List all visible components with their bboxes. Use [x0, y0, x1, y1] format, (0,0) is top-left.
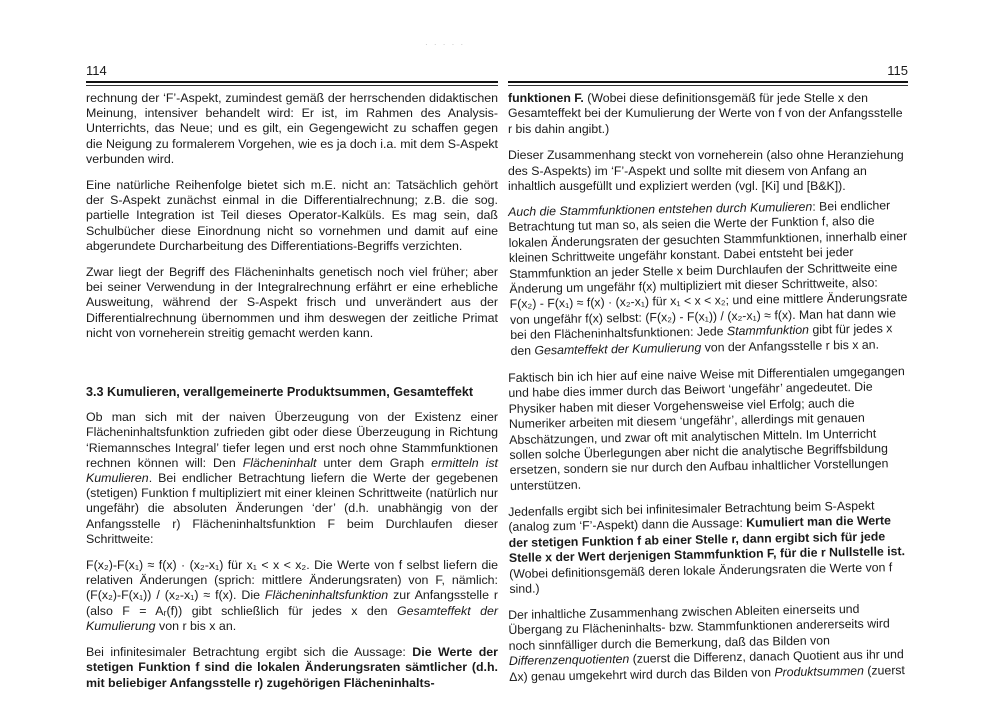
- text: zur Anfangsstelle r (also F = Aᵣ(f)) gibt schließlich für jedes x den: [86, 588, 499, 618]
- emphasis: Stammfunktion: [726, 323, 810, 339]
- emphasis: Produktsummen: [774, 663, 865, 680]
- header-rule-thin: [86, 85, 498, 86]
- scan-mark: · · · · ·: [425, 40, 466, 49]
- left-page: [86, 0, 499, 690]
- page-number: 115: [887, 63, 908, 78]
- right-column: [508, 91, 908, 696]
- bold-statement: Die Werte der stetigen Funktion f sind die lokalen Änderungsraten sämtlicher (d.h. mit beliebiger Anfangsstelle r) zugehörigen Flächeninhalts-: [86, 645, 498, 690]
- text: Jedenfalls ergibt sich bei infinitesimaler Betrachtung beim S-Aspekt (analog zum ‘F’-Aspekt) dann die Aussage:: [508, 498, 875, 535]
- paragraph: [508, 601, 909, 685]
- formula: F(x₂) - F(x₁) ≈ f(x) · (x₂-x₁) für x₁ < x < x₂: [509, 294, 726, 312]
- text: . Bei endlicher Betrachtung liefern die Werte der gegebenen (stetigen) Funktion f multipliziert mit einer kleinen Schrittweite (natürlich nur ungefähr) die absoluten Änderungen ‘der’ (d.h. unabhängig von der Anfangsstelle r) Flächeninhaltsfunktion F beim Durchlaufen dieser Schrittweite:: [86, 471, 498, 546]
- text: von der Anfangsstelle r bis x an.: [701, 337, 880, 355]
- formula: (F(x₂)-F(x₁)) / (x₂-x₁) ≈ f(x): [86, 588, 233, 603]
- emphasis: Gesamteffekt der Kumulierung: [534, 340, 702, 358]
- header-rule: [86, 81, 498, 83]
- paragraph: [508, 91, 908, 137]
- emphasis: Flächeninhaltsfunktion: [264, 588, 389, 603]
- paragraph: Zwar liegt der Begriff des Flächeninhalts genetisch noch viel früher; aber bei seiner Verwendung in der Integralrechnung erfährt er eine erhebliche Ausweitung, während der S-Aspekt frisch und unverändert aus der Differentialrechnung übernommen und ihm deswegen der zeitliche Primat nicht von vorneherein streitig gemacht werden kann.: [86, 265, 498, 340]
- page-number: 114: [86, 63, 107, 78]
- text: : Bei endlicher Betrachtung tut man so, als seien die Werte der Funktion f, also die lokalen Änderungsraten der gesuchten Stammfunktionen, innerhalb einer kleinen Schrittweite ungefähr konstant. Dabei entsteht bei jeder Stammfunktion an jeder Stelle x beim Durchlaufen der Schrittweite eine Änderung um ungefähr f(x) multipliziert mit dieser Schrittweite, also:: [508, 198, 908, 297]
- paragraph: [508, 498, 910, 597]
- paragraph: [508, 198, 911, 359]
- emphasis: Auch die Stammfunktionen entstehen durch Kumulieren: [508, 200, 813, 220]
- text: unter dem Graph: [316, 455, 432, 470]
- formula: F(x₂)-F(x₁) ≈ f(x) · (x₂-x₁) für x₁ < x < x₂: [86, 558, 307, 573]
- text: . Man hat dann wie bei den Flächeninhaltsfunktionen: Jede: [510, 306, 897, 343]
- paragraph: [86, 558, 498, 634]
- emphasis: Gesamteffekt der Kumulierung: [86, 603, 498, 633]
- formula: (F(x₂) - F(x₁)) / (x₂-x₁) ≈ f(x): [645, 308, 793, 325]
- bold-statement: funktionen F.: [508, 91, 584, 105]
- text: Bei infinitesimaler Betrachtung ergibt sich die Aussage:: [86, 645, 413, 660]
- emphasis: Flächeninhalt: [242, 455, 317, 470]
- emphasis: ermitteln ist Kumulieren: [86, 455, 498, 486]
- paragraph: [86, 645, 498, 691]
- bold-statement: Kumuliert man die Werte der stetigen Funktion f ab einer Stelle r, dann ergibt sich für jede Stelle x der Wert derjenigen Stammfunktion F, für die r Nullstelle ist.: [508, 513, 906, 565]
- text: gibt für jedes x den: [510, 321, 893, 359]
- paragraph: rechnung der ‘F’-Aspekt, zumindest gemäß der herrschenden didaktischen Meinung, intensiver behandelt wird: Er ist, im Rahmen des Analysis-Unterrichts, das Neue; und es gilt, ein Gegengewicht zu schaffen gegen die Neigung zu formalerem Vorgehen, wie es ja doch i.a. mit dem S-Aspekt verbunden wird.: [86, 91, 498, 166]
- header-rule: [508, 81, 908, 83]
- text: ; und eine mittlere Änderungsrate von ungefähr f(x) selbst:: [509, 290, 908, 328]
- text: (Wobei diese definitionsgemäß für jede Stelle x den Gesamteffekt bei der Kumulierung der Werte von f von der Anfangsstelle r bis dahin angibt.): [508, 91, 903, 136]
- text: . Die: [233, 588, 265, 603]
- right-page: [508, 0, 908, 684]
- section-heading: 3.3 Kumulieren, verallgemeinerte Produktsummen, Gesamteffekt: [86, 385, 474, 400]
- left-column: [86, 91, 498, 702]
- text: (zuerst die Differenz, danach Quotient aus ihr und Δx) genau umgekehrt wird durch das Bilden von: [509, 647, 904, 684]
- text: (zuerst: [863, 662, 906, 678]
- text: (Wobei definitionsgemäß deren lokale Änderungsraten die Werte von f sind.): [509, 559, 893, 596]
- text: Der inhaltliche Zusammenhang zwischen Ableiten einerseits und Übergang zu Flächeninhalts- bzw. Stammfunktionen andererseits wird noch sinnfälliger durch die Bemerkung, daß das Bilden von: [508, 602, 890, 653]
- paragraph: [86, 410, 498, 547]
- paragraph: Faktisch bin ich hier auf eine naive Weise mit Differentialen umgegangen und habe dies immer durch das Beiwort ‘ungefähr’ angedeutet. Die Physiker haben mit dieser Vorgehensweise viel Erfolg; auch die Numeriker arbeiten mit diesem ‘ungefähr’, allerdings mit genauen Abschätzungen, und zwar oft mit analytischen Mitteln. Im Unterricht sollen solche Überlegungen aber nicht die analytische Begriffsbildung ersetzen, sondern sie nur durch den Aufbau inhaltlicher Vorstellungen unterstützen.: [508, 363, 905, 493]
- emphasis: Differenzenquotienten: [508, 652, 630, 669]
- text: . Die Werte von f selbst liefern die relativen Änderungen (sprich: mittlere Änderungsraten) von F, nämlich:: [86, 558, 498, 588]
- header-rule-thin: [508, 85, 908, 86]
- paragraph: Dieser Zusammenhang steckt von vorneherein (also ohne Heranziehung des S-Aspekts) im ‘F’-Aspekt und sollte mit diesem von Anfang an inhaltlich ausgefüllt und expliziert werden (vgl. [Ki] und [B&K]).: [508, 148, 904, 194]
- text: von r bis x an.: [155, 618, 237, 633]
- text: Ob man sich mit der naiven Überzeugung von der Existenz einer Flächeninhaltsfunktion zufrieden gibt oder diese Überzeugung in Richtung ‘Riemannsches Integral’ tiefer legen und erst noch ohne Stammfunktionen rechnen können will: Den: [86, 410, 498, 470]
- paragraph: Eine natürliche Reihenfolge bietet sich m.E. nicht an: Tatsächlich gehört der S-Aspekt zunächst einmal in die Differentialrechnung; z.B. die sog. partielle Integration ist Teil dieses Operator-Kalküls. Es mag sein, daß Schulbücher diese Einordnung nicht so vornehmen und damit auf eine abgerundete Durcharbeitung des Differentiations-Begriffs verzichten.: [86, 178, 498, 253]
